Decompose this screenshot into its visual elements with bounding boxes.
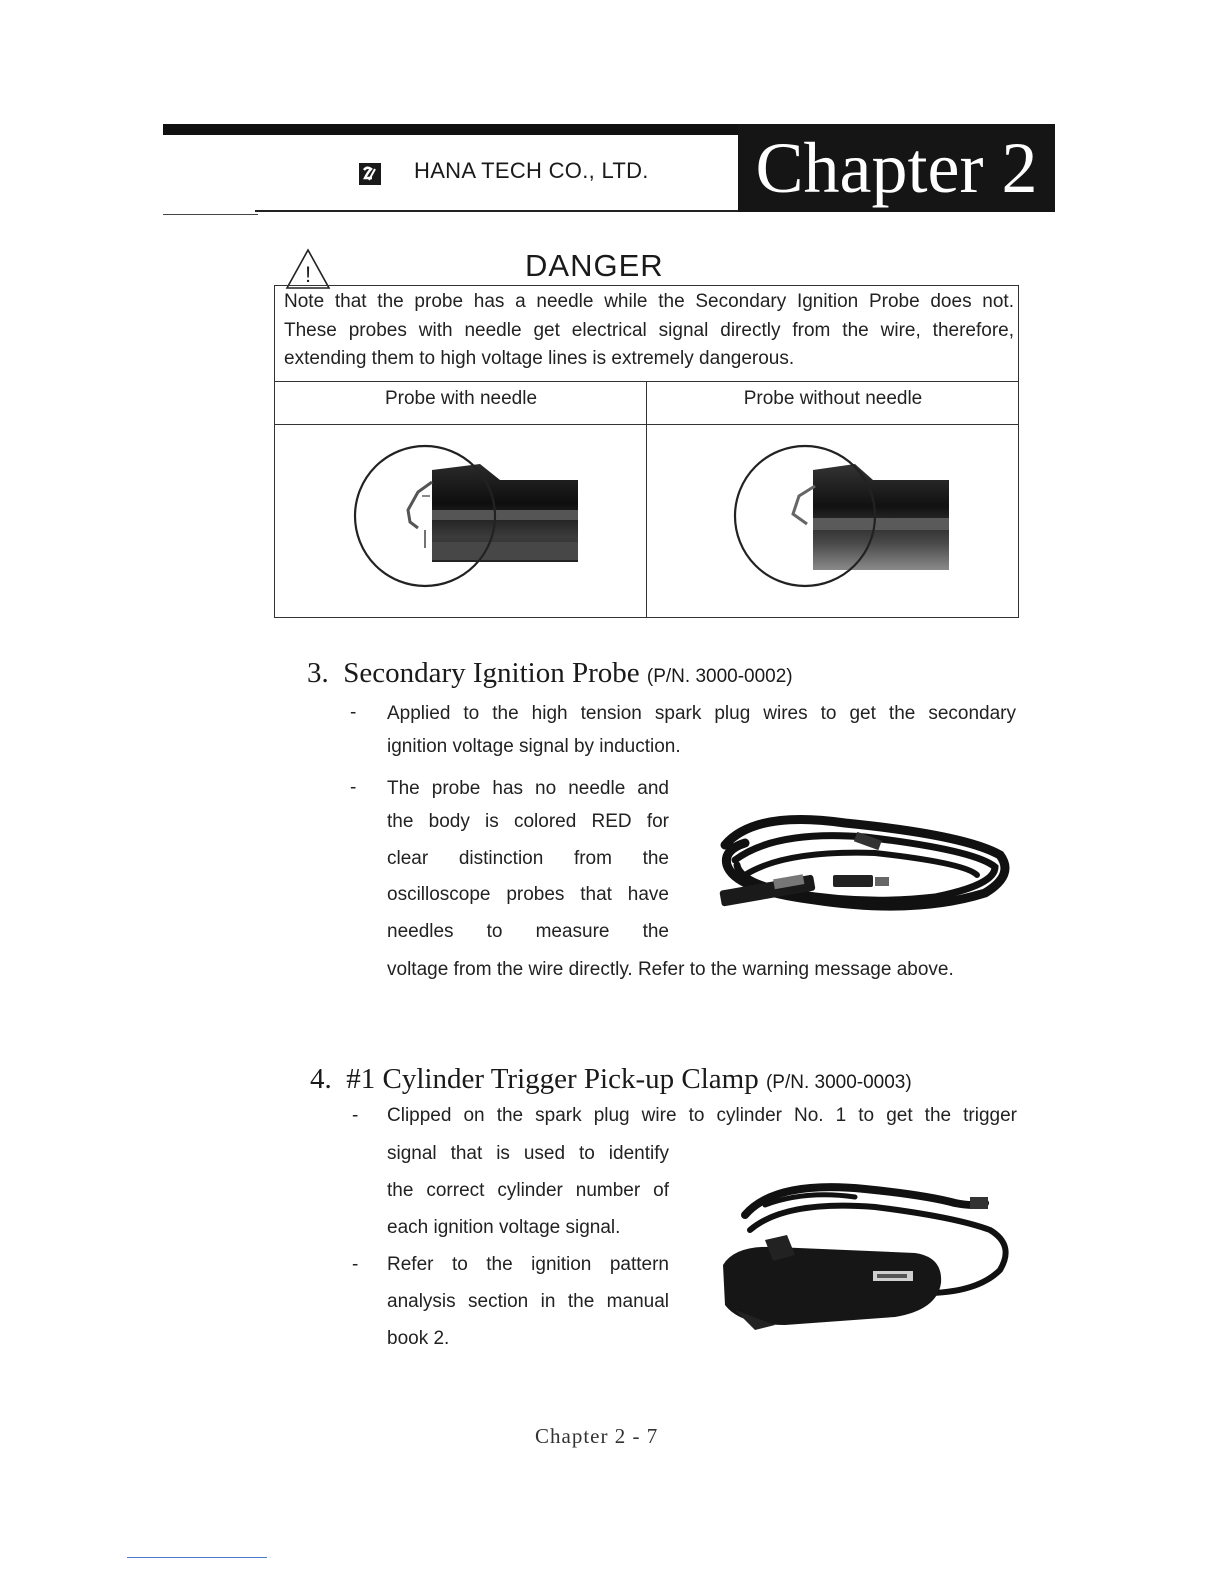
column-header-with-needle: Probe with needle (384, 388, 538, 409)
section-3-heading (307, 657, 793, 690)
bullet-dash: - (350, 702, 357, 723)
body-line: signal that is used to identify (387, 1143, 669, 1164)
body-line: voltage from the wire directly. Refer to the warning message above. (387, 959, 954, 980)
section-number: 4. (310, 1063, 332, 1095)
trigger-pickup-clamp-photo (715, 1175, 1020, 1335)
section-4-heading (310, 1063, 912, 1096)
body-line: book 2. (387, 1328, 450, 1349)
body-line: needles to measure the (387, 921, 669, 942)
body-line: the correct cylinder number of (387, 1180, 669, 1201)
danger-title: DANGER (525, 248, 664, 283)
section-title: Secondary Ignition Probe (343, 657, 640, 689)
probe-without-needle-image (723, 430, 953, 590)
secondary-ignition-probe-photo (715, 805, 1015, 930)
body-line: oscilloscope probes that have (387, 884, 669, 905)
header-left-rule (163, 214, 258, 215)
danger-line: These probes with needle get electrical signal directly from the wire, therefore, (284, 319, 1014, 341)
header-top-bar (163, 124, 738, 135)
danger-line: Note that the probe has a needle while the Secondary Ignition Probe does not. (284, 291, 1014, 312)
body-line: ignition voltage signal by induction. (387, 736, 681, 757)
bullet-dash: - (350, 777, 357, 798)
chapter-banner: Chapter 2 (738, 124, 1055, 212)
bullet-dash: - (352, 1254, 359, 1275)
danger-message (284, 288, 1014, 374)
body-line: Refer to the ignition pattern (387, 1254, 669, 1275)
column-header-without-needle: Probe without needle (743, 388, 923, 409)
section-number: 3. (307, 657, 329, 689)
body-line: Applied to the high tension spark plug wires to get the secondary (387, 703, 1016, 724)
part-number: (P/N. 3000-0003) (765, 1072, 912, 1093)
body-line: analysis section in the manual (387, 1291, 669, 1312)
body-line: clear distinction from the (387, 848, 669, 869)
danger-line: extending them to high voltage lines is extremely dangerous. (284, 348, 795, 369)
table-divider (646, 381, 647, 618)
bullet-dash: - (352, 1105, 359, 1126)
body-line: Clipped on the spark plug wire to cylinder No. 1 to get the trigger (387, 1105, 1017, 1126)
probe-with-needle-image (350, 430, 580, 590)
section-title: #1 Cylinder Trigger Pick-up Clamp (346, 1063, 759, 1095)
page-footer: Chapter 2 - 7 (535, 1424, 659, 1448)
part-number: (P/N. 3000-0002) (646, 666, 793, 687)
body-line: the body is colored RED for (387, 811, 669, 832)
svg-text:!: ! (304, 262, 312, 287)
company-name: HANA TECH CO., LTD. (414, 158, 649, 183)
company-logo-icon (359, 163, 381, 185)
header-rule (255, 210, 738, 212)
footer-link-rule (127, 1557, 267, 1558)
body-line: The probe has no needle and (387, 778, 669, 799)
body-line: each ignition voltage signal. (387, 1217, 621, 1238)
